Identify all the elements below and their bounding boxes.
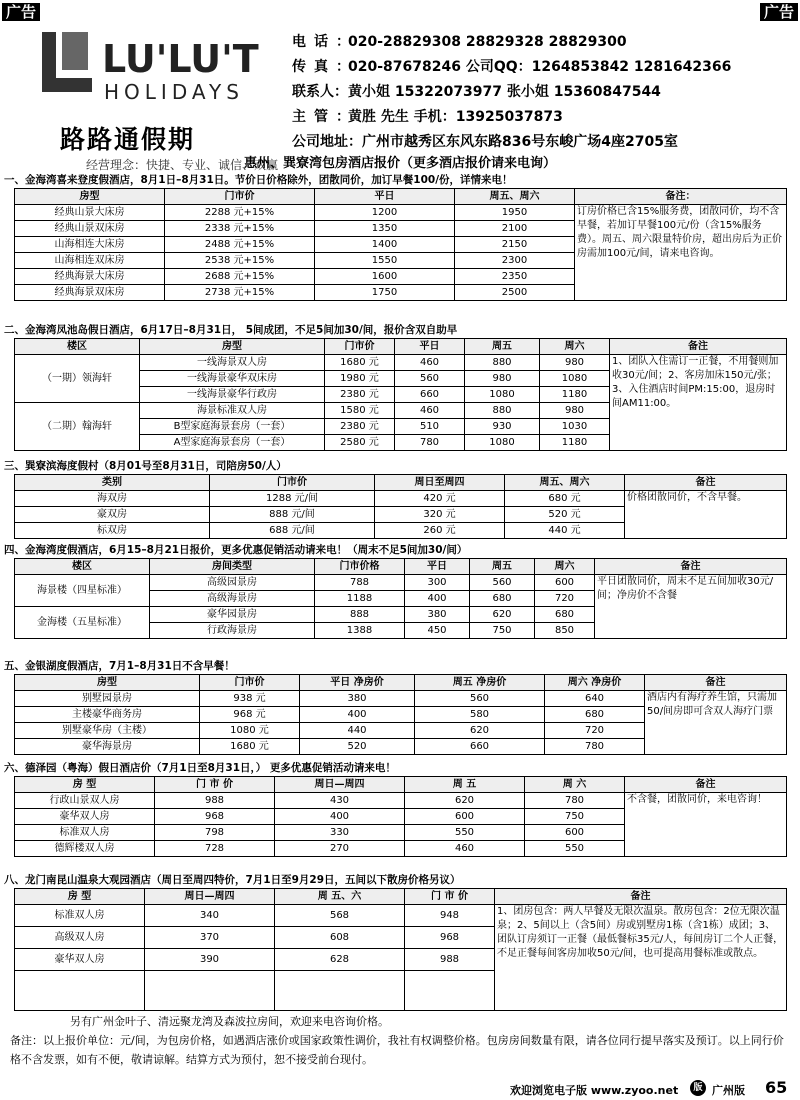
- table-row: A型家庭海景套房（一套） 2580 元 780 1080 1180: [15, 435, 787, 451]
- contact-address: 公司地址：广州市越秀区东风东路836号东峻广场4座2705室: [292, 134, 678, 150]
- table-row: 别墅园景房 938 元 380 560 640 酒店内有海疗养生馆，只需加50/间房即可含双人海疗门票: [15, 691, 787, 707]
- table-header-row: 房型 门市价 平日 周五、周六 备注：: [15, 189, 787, 205]
- table-row: 山海相连双床房 2538 元+15% 1550 2300: [15, 253, 787, 269]
- logo-chinese-name: 路路通假期: [60, 125, 196, 154]
- footer-line-2: 备注：以上报价单位：元/间，为包房价格，如遇酒店涨价或国家政策性调价，我社有权调整价格。包房房间数量有限，请各位同行提早落实及预订。以上同行价格不含发票，如有不便，敬请谅解。结算方式为预付，恕不接受前台现付。: [10, 1034, 784, 1066]
- section-5-table: [14, 674, 787, 755]
- table-row: B型家庭海景套房（一套） 2380 元 510 930 1030: [15, 419, 787, 435]
- table-header-row: 楼区 房间类型 门市价格 平日 周五 周六 备注: [15, 559, 787, 575]
- table-row: 金海楼（五星标准） 豪华园景房 888 380 620 680: [15, 607, 787, 623]
- page-subtitle: 惠州、巽寮湾包房酒店报价（更多酒店报价请来电询）: [243, 156, 556, 171]
- table-row: 标准双人房 798 330 550 600: [15, 825, 787, 841]
- table-row: （一期）领海轩 一线海景双人房 1680 元 460 880 980 1、团队入住需订一正餐，不用餐则加收30元/间；2、客房加床150元/张；3、入住酒店时间PM:15:00，退房时间AM11:00。: [15, 355, 787, 371]
- section-2-title: 二、金海湾凤池岛假日酒店，6月17日–8月31日， 5间成团，不足5间加30/间，报价含双自助早: [4, 324, 458, 336]
- contact-manager: 主管：黄胜 先生 手机：13925037873: [292, 109, 563, 125]
- table-header-row: 楼区 房型 门市价 平日 周五 周六 备注: [15, 339, 787, 355]
- company-logo: [42, 24, 279, 172]
- section-8-title: 八、龙门南昆山温泉大观园酒店（周日至周四特价，7月1日至9月29日，五间以下散房价格另议）: [4, 874, 461, 886]
- contact-info: [292, 30, 797, 155]
- logo-graphic: [42, 24, 277, 119]
- table-row: 海景楼（四星标准） 高级园景房 788 300 560 600 平日团散同价，周末不足五间加收30元/间；净房价不含餐: [15, 575, 787, 591]
- footer-line-1: 另有广州金叶子、清远聚龙湾及森波拉房间，欢迎来电咨询价格。: [70, 1015, 389, 1028]
- table-row: 一线海景豪华双床房 1980 元 560 980 1080: [15, 371, 787, 387]
- logo-sub-text: HOLIDAYS: [104, 80, 244, 104]
- table-header-row: 类别 门市价 周日至周四 周五、周六 备注: [15, 475, 787, 491]
- table-row: 高级海景房 1188 400 680 720: [15, 591, 787, 607]
- table-row: 豪华双人房 968 400 600 750: [15, 809, 787, 825]
- ad-tag-right: 广告: [760, 3, 798, 21]
- table-row: 标双房 688 元/间 260 元 440 元: [15, 523, 787, 539]
- ad-tag-left: 广告: [2, 3, 40, 21]
- section-8-note: 1、团房包含：两人早餐及无限次温泉。散房包含：2位无限次温泉；2、5间以上（含5间）房或别墅房1栋（含1栋）成团；3、团队订房须订一正餐（最低餐标35元/人，每间房订二个人正餐，不足正餐每间客房加收50元/间，也可提高用餐标准或散点。: [495, 905, 787, 1011]
- section-2-note: 1、团队入住需订一正餐，不用餐则加收30元/间；2、客房加床150元/张；3、入住酒店时间PM:15:00，退房时间AM11:00。: [610, 355, 787, 451]
- section-2-table: [14, 338, 787, 451]
- section-3-table: [14, 474, 787, 539]
- section-1-table: [14, 188, 787, 301]
- table-row: 主楼豪华商务房 968 元 400 580 680: [15, 707, 787, 723]
- contact-phone: 电话：020-28829308 28829328 28829300: [292, 34, 627, 50]
- section-4-title: 四、金海湾度假酒店，6月15–8月21日报价，更多优惠促销活动请来电！（周末不足5间加30/间）: [4, 544, 468, 556]
- table-row: 豪双房 888 元/间 320 元 520 元: [15, 507, 787, 523]
- section-6-table: [14, 776, 787, 857]
- table-row: 德辉楼双人房 728 270 460 550: [15, 841, 787, 857]
- contact-person: 联系人：黄小姐 15322073977 张小姐 15360847544: [292, 84, 661, 100]
- logo-motto: 经营理念：快捷、专业、诚信、双赢: [86, 158, 279, 172]
- table-row: 豪华双人房 390 628 988: [15, 949, 787, 971]
- table-row: （二期）翰海轩 海景标准双人房 1580 元 460 880 980: [15, 403, 787, 419]
- page-number: 65: [765, 1078, 788, 1097]
- section-3-note: 价格团散同价，不含早餐。: [625, 491, 787, 539]
- table-row: 行政海景房 1388 450 750 850: [15, 623, 787, 639]
- table-row: 行政山景双人房 988 430 620 780 不含餐，团散同价，来电咨询！: [15, 793, 787, 809]
- table-row: 标准双人房 340 568 948 1、团房包含：两人早餐及无限次温泉。散房包含：2位无限次温泉；2、5间以上（含5间）房或别墅房1栋（含1栋）成团；3、团队订房须订一正餐（最低餐标35元/人，每间房订二个人正餐，不足正餐每间客房加收50元/间，也可提高用餐标准或散点。: [15, 905, 787, 927]
- section-8-table: [14, 888, 787, 1011]
- table-header-row: 房型 门市价 平日 净房价 周五 净房价 周六 净房价 备注: [15, 675, 787, 691]
- section-3-title: 三、巽寮滨海度假村（8月01号至8月31日，司陪房50/人）: [4, 460, 287, 472]
- section-5-title: 五、金银湖度假酒店，7月1–8月31日不含早餐！: [4, 660, 235, 672]
- contact-fax: 传真：020-87678246 公司QQ：1264853842 1281642366: [292, 59, 732, 75]
- table-row: 山海相连大床房 2488 元+15% 1400 2150: [15, 237, 787, 253]
- table-row: 海双房 1288 元/间 420 元 680 元 价格团散同价，不含早餐。: [15, 491, 787, 507]
- section-6-title: 六、德泽园（粤海）假日酒店价（7月1日至8月31日，） 更多优惠促销活动请来电！: [4, 762, 396, 774]
- section-4-table: [14, 558, 787, 639]
- table-row: 经典山景大床房 2288 元+15% 1200 1950 订房价格已含15%服务费，团散同价，均不含早餐，若加订早餐100元/份（含15%服务费）。周五、周六限量特价房，超出房后为正价房需加100元/间，请来电咨询。: [15, 205, 787, 221]
- logo-word-text: LU'LU'T: [102, 37, 259, 81]
- table-row: 一线海景豪华行政房 2380 元 660 1080 1180: [15, 387, 787, 403]
- footer-notes: [10, 1012, 790, 1069]
- table-header-row: 房 型 门 市 价 周日—周四 周 五 周 六 备注: [15, 777, 787, 793]
- section-1-note: 订房价格已含15%服务费，团散同价，均不含早餐，若加订早餐100元/份（含15%服务费）。周五、周六限量特价房，超出房后为正价房需加100元/间，请来电咨询。: [575, 205, 787, 301]
- browse-link[interactable]: 欢迎浏览电子版 www.zyoo.net: [510, 1084, 679, 1097]
- table-row: 别墅豪华房（主楼） 1080 元 440 620 720: [15, 723, 787, 739]
- table-row: 经典山景双床房 2338 元+15% 1350 2100: [15, 221, 787, 237]
- edition-badge-icon: 版: [690, 1080, 706, 1096]
- table-row: 豪华海景房 1680 元 520 660 780: [15, 739, 787, 755]
- section-1-title: 一、金海湾喜来登度假酒店，8月1日–8月31日。节价日价格除外，团散同价，加订早餐100/份，详情来电！: [4, 174, 513, 186]
- edition-label: 广州版: [712, 1084, 745, 1097]
- page-footer-bar: [0, 1078, 800, 1100]
- section-5-note: 酒店内有海疗养生馆，只需加50/间房即可含双人海疗门票: [645, 691, 787, 755]
- table-row: 经典海景大床房 2688 元+15% 1600 2350: [15, 269, 787, 285]
- section-4-note: 平日团散同价，周末不足五间加收30元/间；净房价不含餐: [595, 575, 787, 639]
- section-6-note: 不含餐，团散同价，来电咨询！: [625, 793, 787, 857]
- table-row: 高级双人房 370 608 968: [15, 927, 787, 949]
- table-row: 经典海景双床房 2738 元+15% 1750 2500: [15, 285, 787, 301]
- table-header-row: 房 型 周日—周四 周 五、六 门 市 价 备注: [15, 889, 787, 905]
